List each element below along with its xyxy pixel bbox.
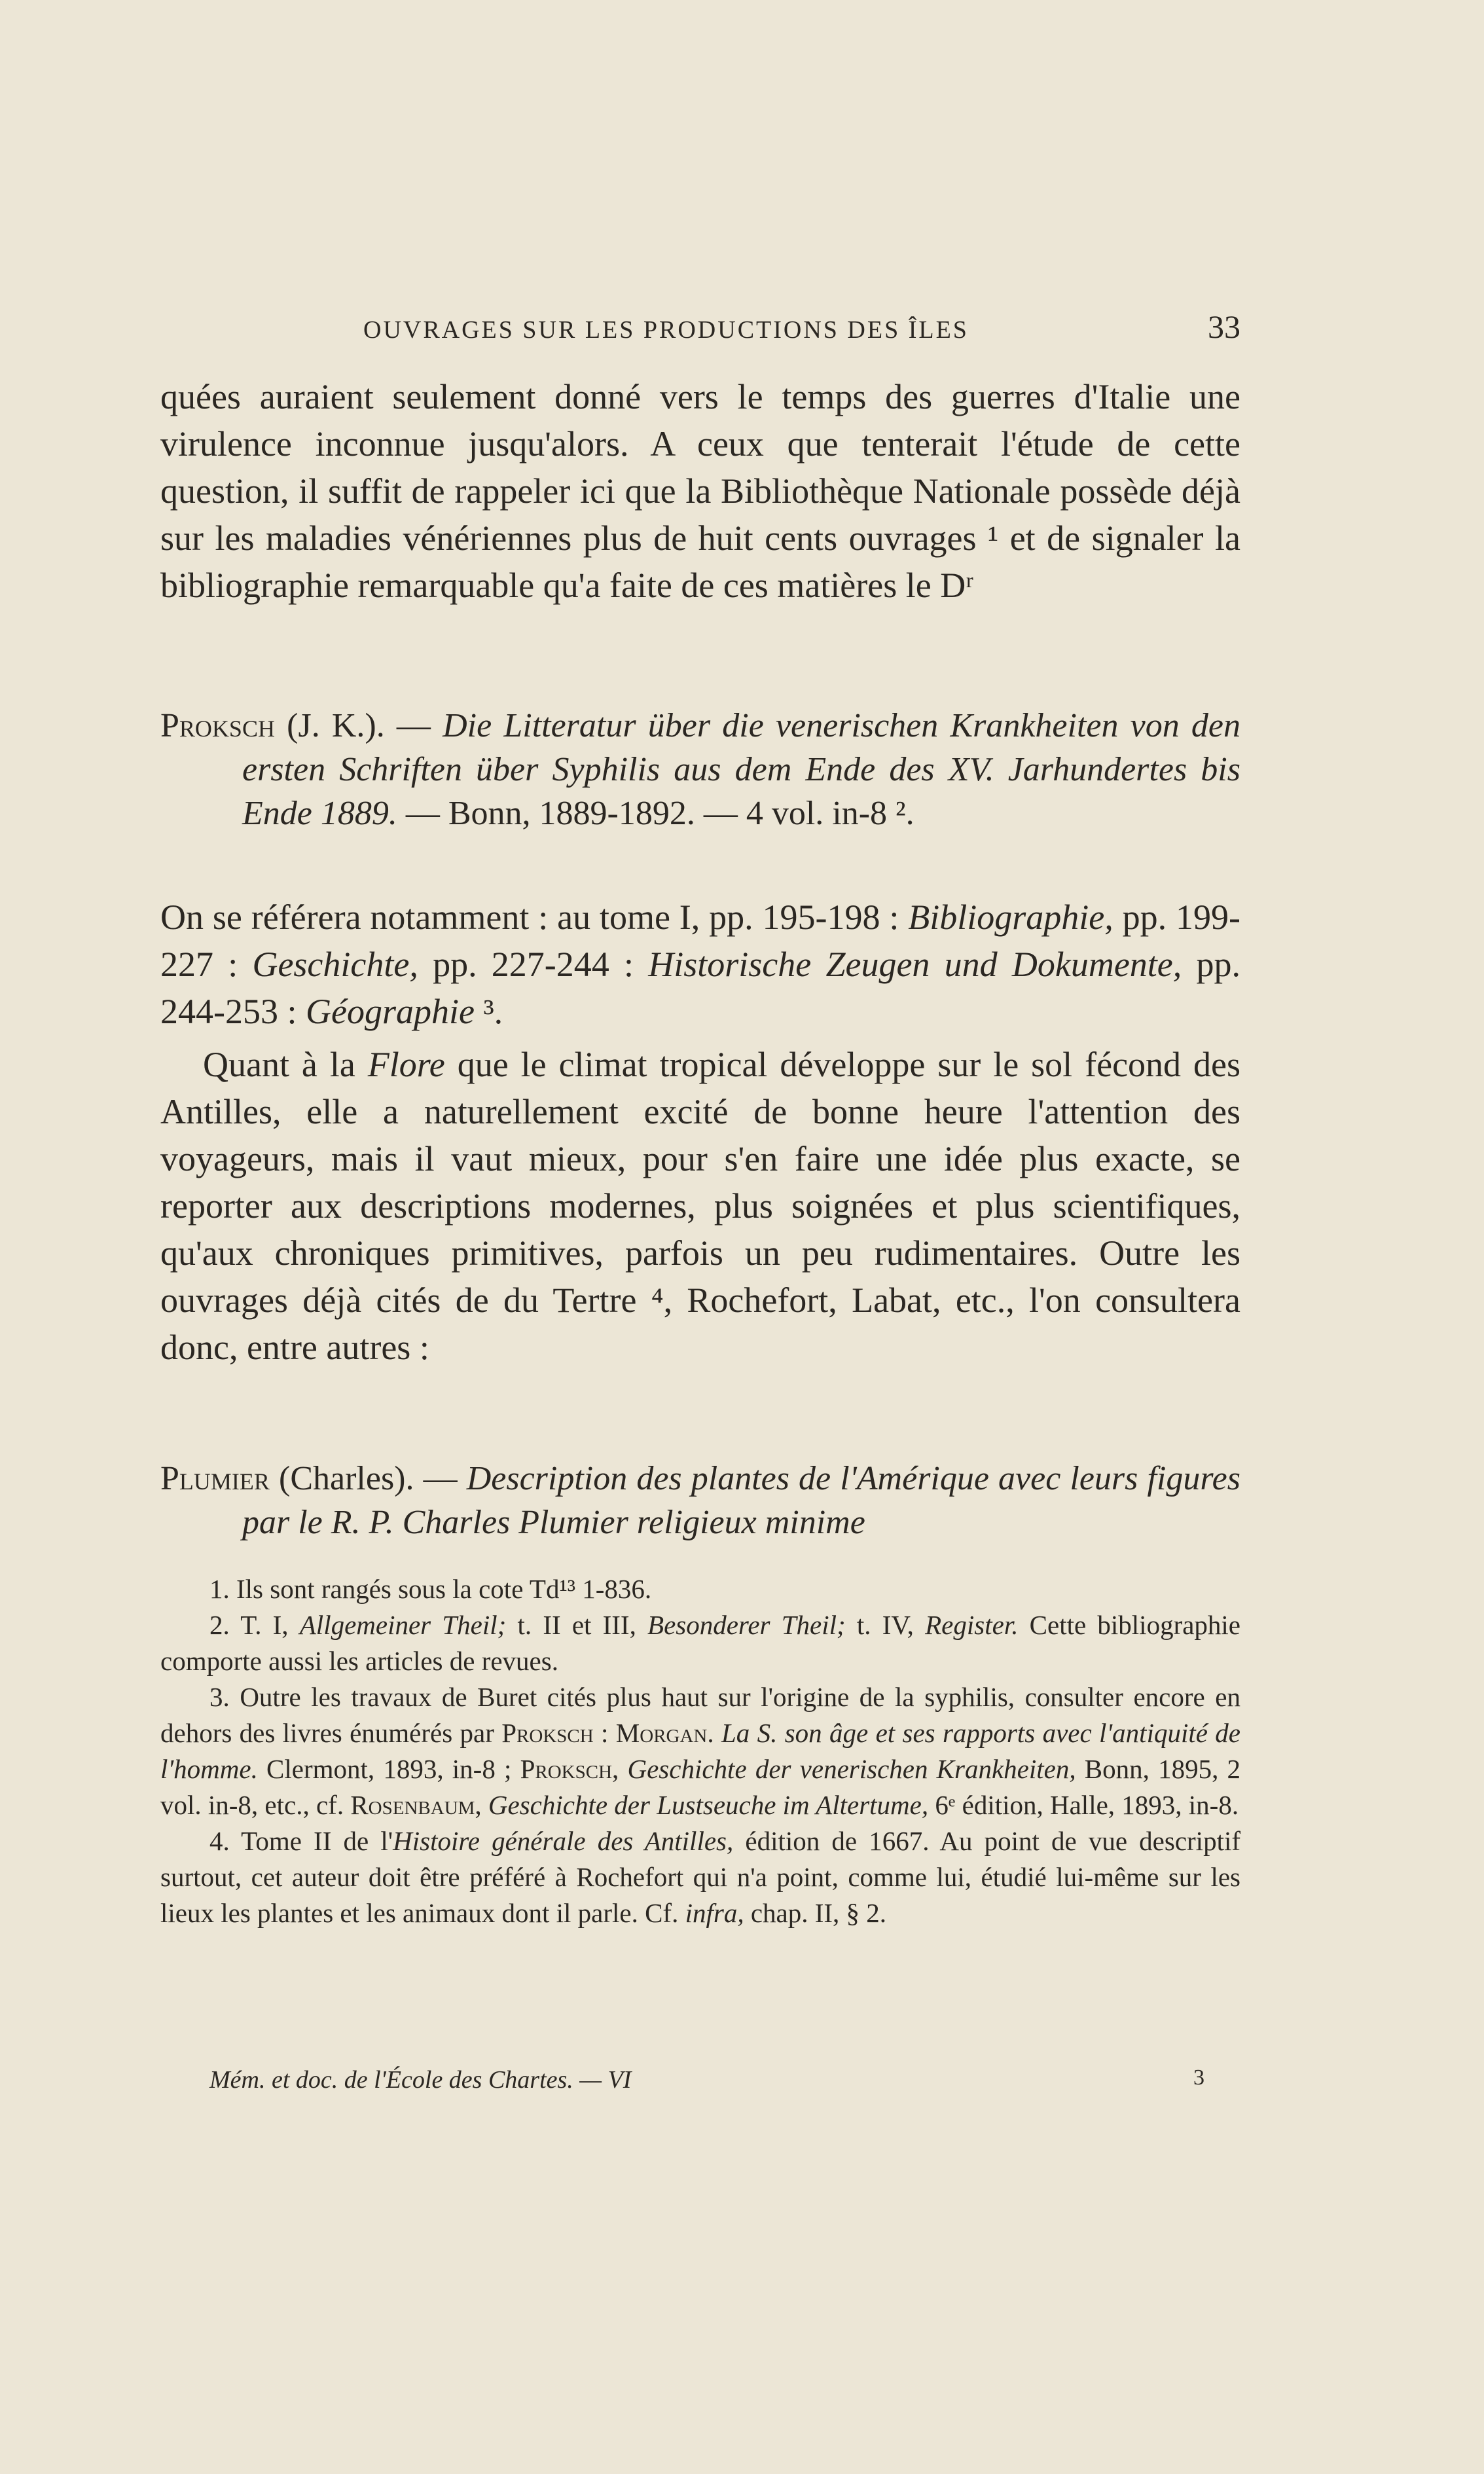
footer-journal: Mém. et doc. de l'École des Chartes. — VI (209, 2066, 632, 2094)
italic-run: Flore (367, 1045, 445, 1084)
page-footer (209, 2065, 1204, 2094)
text-run: ³. (474, 992, 503, 1031)
text-run: , (475, 1790, 488, 1820)
text-run: , (612, 1754, 628, 1784)
text-run: pp. 199-227 : (160, 898, 1241, 984)
bib-initials: (J. K.). — (274, 707, 443, 744)
text-run: On se référera notamment : au tome I, pp. 195-198 : (160, 898, 909, 937)
text-run: chap. II, § 2. (744, 1898, 887, 1928)
bib-rest: — Bonn, 1889-1892. — 4 vol. in-8 ². (397, 795, 914, 832)
smallcaps-run: Proksch (520, 1754, 613, 1784)
footnote-1: 1. Ils sont rangés sous la cote Td¹³ 1-836. (209, 1574, 652, 1604)
text-run: 6ᵉ édition, Halle, 1893, in-8. (928, 1790, 1239, 1820)
running-title: OUVRAGES SUR LES PRODUCTIONS DES ÎLES (363, 316, 969, 344)
text-run: : (593, 1718, 616, 1748)
text-run: 3. Outre les travaux de Buret cités plus haut sur l'origine de la syphilis, consulter encore en dehors des livres énumérés par (160, 1682, 1240, 1748)
text-run: Bonn, 1895, 2 vol. in-8, etc., cf. (160, 1754, 1241, 1820)
bib-entry (160, 704, 1240, 835)
bib-entry (160, 1457, 1240, 1544)
italic-run: La S. son âge et ses rapports avec l'antiquité de l'homme. (160, 1718, 1240, 1784)
text-run: pp. 227-244 : (418, 945, 649, 984)
italic-run: Besonderer Theil; (647, 1610, 846, 1640)
paragraph-1 (160, 373, 1240, 609)
smallcaps-run: Rosenbaum (350, 1790, 475, 1820)
italic-run: Géographie (306, 992, 475, 1031)
text-run: 2. T. I, (209, 1610, 300, 1640)
paragraph-3-text (160, 1041, 1240, 1371)
italic-run: Bibliographie, (908, 898, 1113, 937)
text-run: que le climat tropical développe sur le sol fécond des Antilles, elle a naturellement excité de bonne heure l'attention des voyageurs, mais il vaut mieux, pour s'en faire une idée plus exacte, se reporter aux descriptions modernes, plus soignées et plus scientifiques, qu'aux chroniques primitives, parfois un peu rudimentaires. Outre les ouvrages déjà cités de du Tertre ⁴, Rochefort, Labat, etc., l'on consultera donc, entre autres : (160, 1045, 1240, 1367)
paragraph-1-text: quées auraient seulement donné vers le temps des guerres d'Italie une virulence inconnue jusqu'alors. A ceux que tenterait l'étude de cette question, il suffit de rappeler ici que la Bibliothèque Nationale possède déjà sur les maladies vénériennes plus de huit cents ouvrages ¹ et de signaler la bibliographie remarquable qu'a faite de ces matières le Dʳ (160, 377, 1240, 605)
running-header (160, 308, 1240, 346)
bib-title: Die Litteratur über die venerischen Krankheiten von den ersten Schriften über Syphilis aus dem Ende des XV. Jarhundertes bis Ende 1889. (242, 707, 1240, 832)
smallcaps-run: Proksch (501, 1718, 594, 1748)
text-run: Clermont, 1893, in-8 ; (257, 1754, 520, 1784)
page-number: 33 (1208, 308, 1240, 345)
italic-run: Geschichte der venerischen Krankheiten, (627, 1754, 1076, 1784)
bib-name: (Charles). — (269, 1460, 467, 1497)
bibliography-entry-plumier (160, 1457, 1240, 1544)
paragraph-2 (160, 894, 1240, 1035)
italic-run: Historische Zeugen und Dokumente, (648, 945, 1182, 984)
bib-title: Description des plantes de l'Amérique avec leurs figures par le R. P. Charles Plumier religieux minime (242, 1460, 1241, 1541)
paragraph-3 (160, 1041, 1240, 1371)
text-run: Quant à la (203, 1045, 368, 1084)
bib-author: Proksch (160, 707, 275, 744)
text-run: 4. Tome II de l' (209, 1826, 393, 1856)
paragraph-2-text (160, 894, 1240, 1035)
text-run: pp. 244-253 : (160, 945, 1240, 1031)
footnote-2 (160, 1607, 1240, 1679)
italic-run: Histoire générale des Antilles, (393, 1826, 734, 1856)
italic-run: Register. (925, 1610, 1019, 1640)
italic-run: infra, (685, 1898, 744, 1928)
text-run: t. IV, (845, 1610, 926, 1640)
footnote-4 (160, 1823, 1240, 1931)
signature-mark: 3 (1193, 2065, 1204, 2090)
italic-run: Geschichte, (252, 945, 418, 984)
bib-author: Plumier (160, 1460, 270, 1497)
text-run: Cette bibliographie comporte aussi les articles de revues. (160, 1610, 1241, 1676)
text-run: t. II et III, (506, 1610, 648, 1640)
footnotes (160, 1571, 1240, 1931)
smallcaps-run: Morgan. (615, 1718, 714, 1748)
italic-run: Allgemeiner Theil; (299, 1610, 507, 1640)
bibliography-entry-proksch (160, 704, 1240, 835)
footnote-3 (160, 1679, 1240, 1823)
italic-run: Geschichte der Lustseuche im Altertume, (488, 1790, 929, 1820)
text-run: édition de 1667. Au point de vue descriptif surtout, cet auteur doit être préféré à Rochefort qui n'a point, comme lui, étudié lui-même sur les lieux les plantes et les animaux dont il parle. Cf. (160, 1826, 1240, 1928)
